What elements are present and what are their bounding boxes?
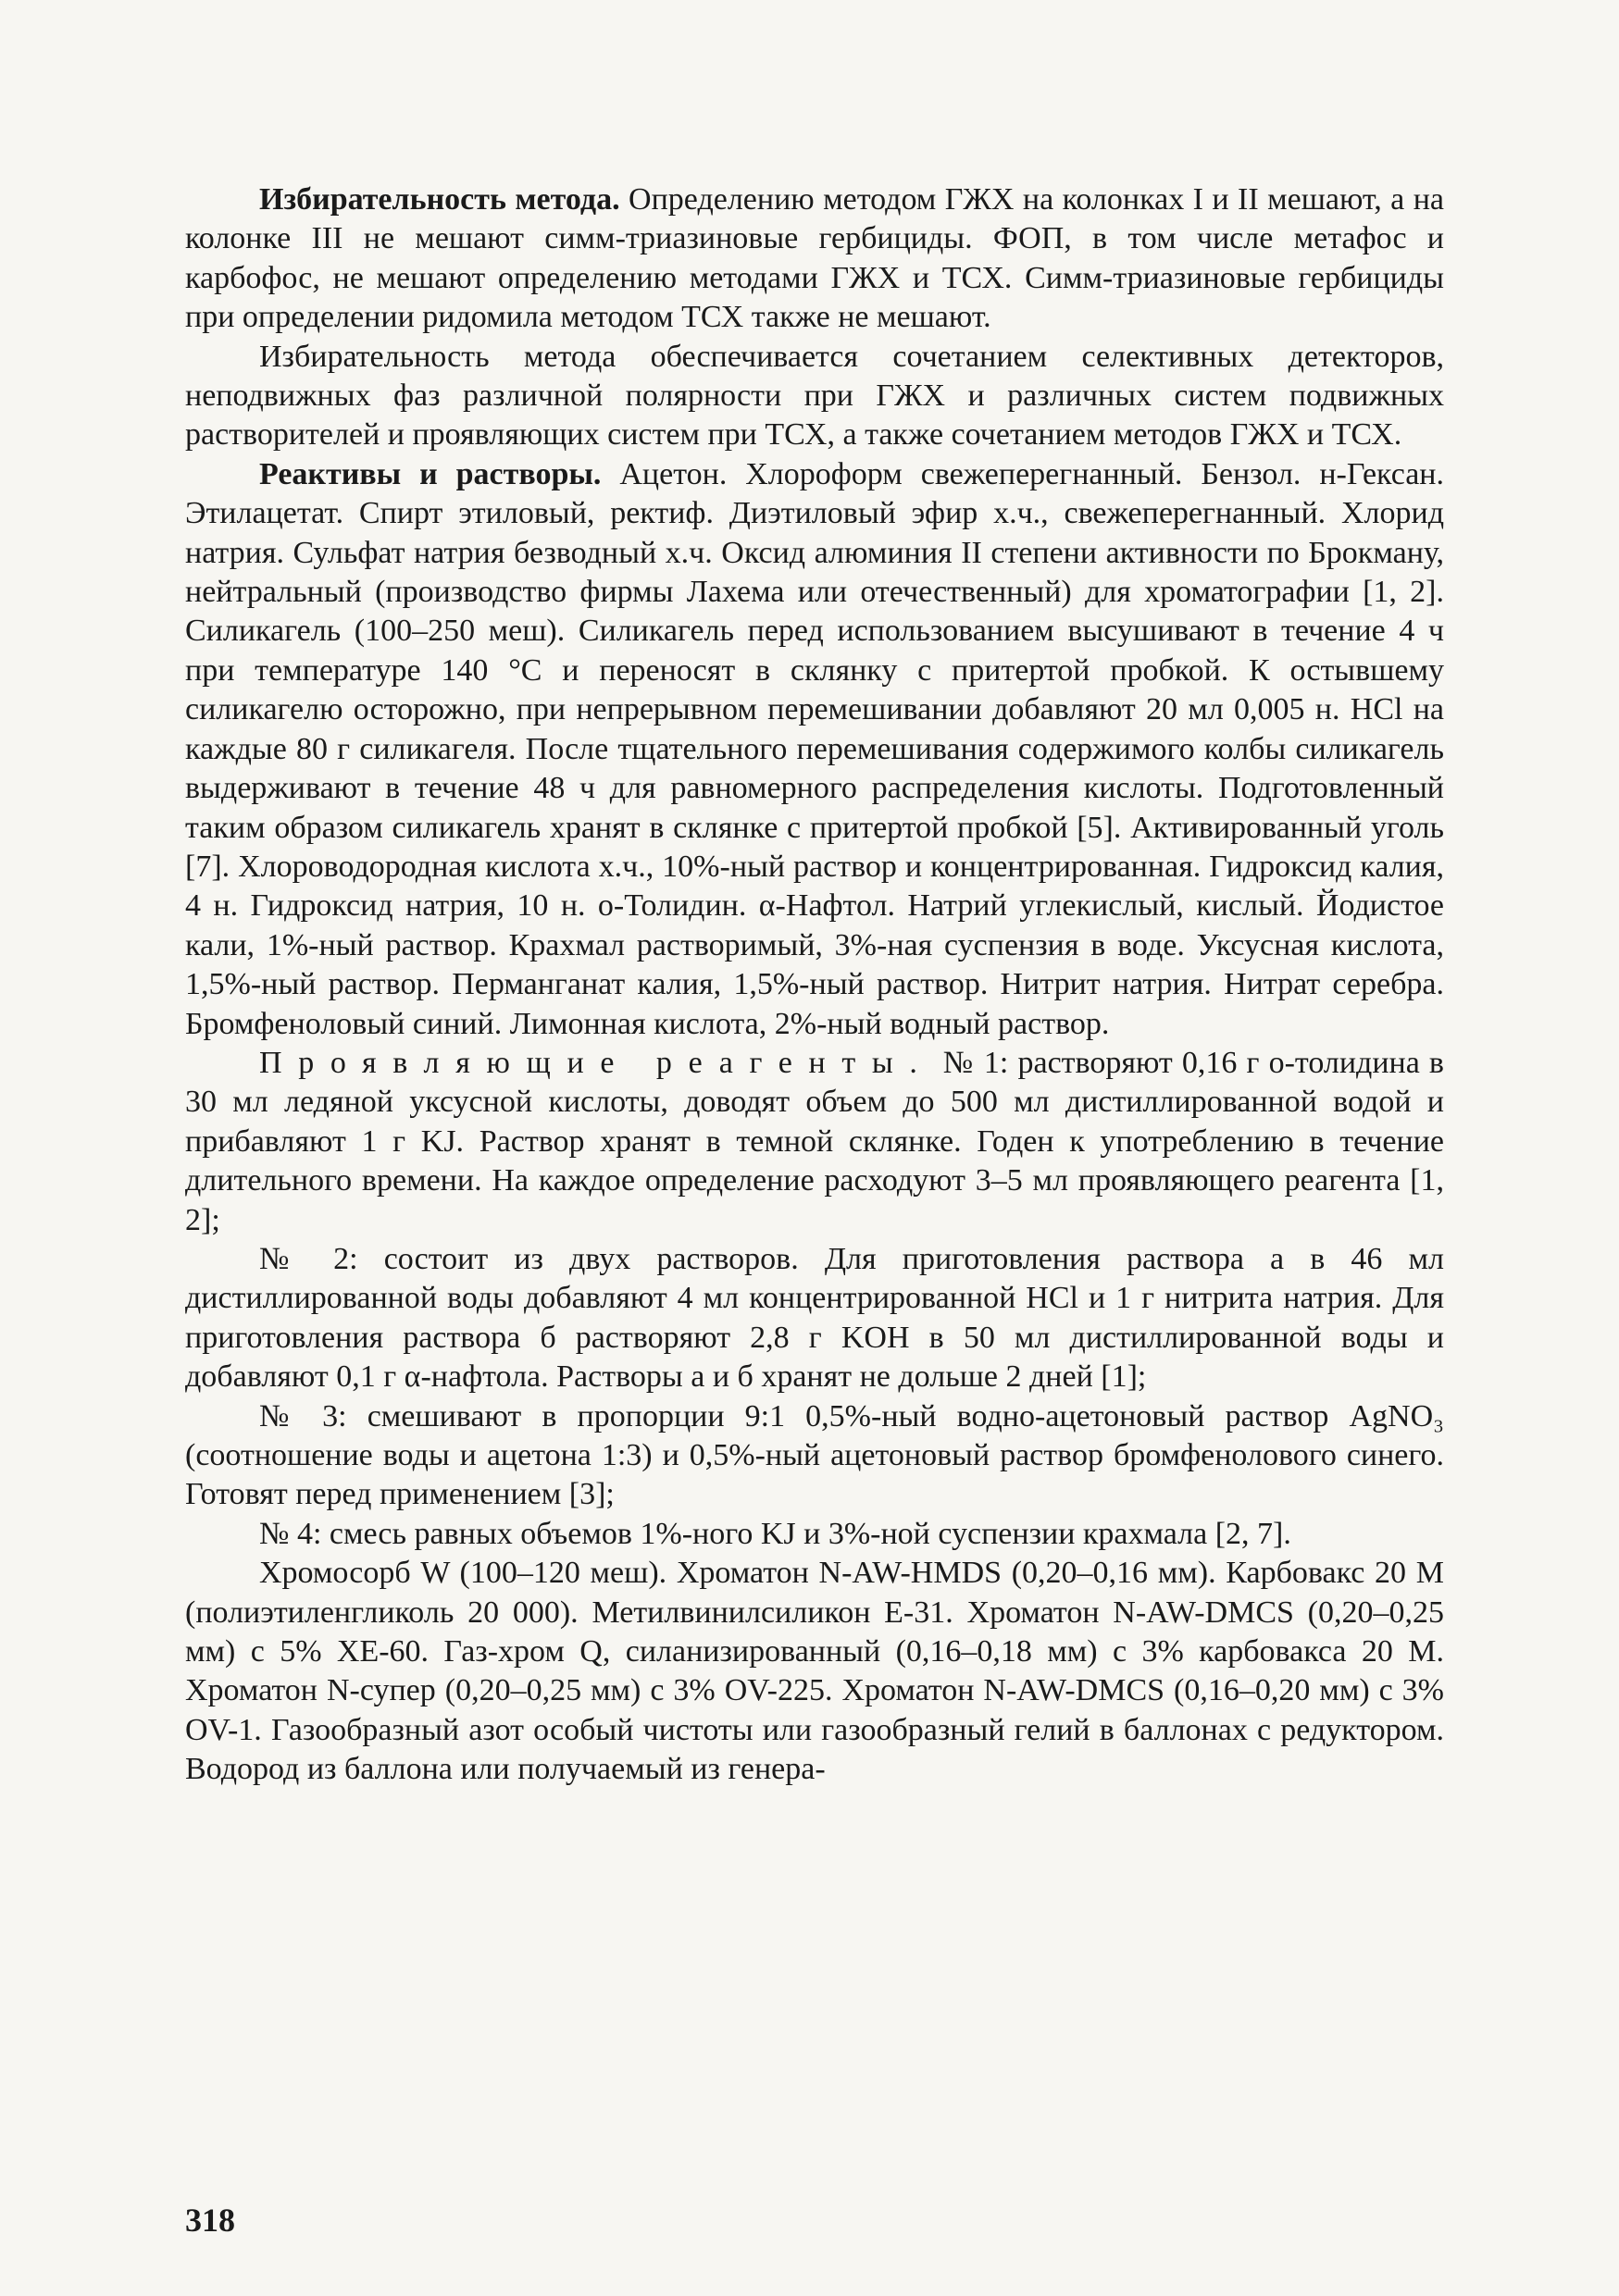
paragraph-reagents [185,455,1444,1044]
heading-reagents: Реактивы и растворы. [259,456,602,491]
paragraph-reagent-4 [185,1515,1444,1554]
paragraph-selectivity [185,180,1444,338]
paragraph-developing-reagents [185,1044,1444,1240]
paragraph-reagent-3 [185,1397,1444,1515]
paragraph-text: Хромосорб W (100–120 меш). Хроматон N-AW-HMDS (0,20–0,16 мм). Карбовакс 20 М (полиэтиленгликоль 20 000). Метилвинилсиликон Е-31. Хроматон N-AW-DMCS (0,20–0,25 мм) с 5% XE-60. Газ-хром Q, силанизированный (0,16–0,18 мм) с 3% карбовакса 20 М. Хроматон N-супер (0,20–0,25 мм) с 3% OV-225. Хроматон N-AW-DMCS (0,16–0,20 мм) с 3% OV-1. Газообразный азот особый чистоты или газообразный гелий в баллонах с редуктором. Водород из баллона или получаемый из генера- [185,1556,1444,1787]
paragraph-selectivity-2 [185,338,1444,455]
paragraph-text: Избирательность метода обеспечивается сочетанием селективных детекторов, неподвижных фаз различной полярности при ГЖХ и различных систем подвижных растворителей и проявляющих систем при ТСХ, а также сочетанием методов ГЖХ и ТСХ. [185,339,1444,453]
paragraph-chromatography-materials [185,1554,1444,1789]
page-body [185,180,1444,1790]
heading-selectivity: Избирательность метода. [259,182,620,217]
text-column [185,180,1444,1790]
paragraph-reagent-2 [185,1240,1444,1397]
page-number: 318 [185,2202,235,2239]
paragraph-text: Определению методом ГЖХ на колонках I и II мешают, а на колонке III не мешают симм-триазиновые гербициды. ФОП, в том числе метафос и карбофос, не мешают определению методами ГЖХ и ТСХ. Симм-триазиновые гербициды при определении ридомила методом ТСХ также не мешают. [185,182,1444,335]
paragraph-text: Ацетон. Хлороформ свежеперегнанный. Бензол. н-Гексан. Этилацетат. Спирт этиловый, ректиф. Диэтиловый эфир х.ч., свежеперегнанный. Хлорид натрия. Сульфат натрия безводный х.ч. Оксид алюминия II степени активности по Брокману, нейтральный (производство фирмы Лахема или отечественный) для хроматографии [1, 2]. Силикагель (100–250 меш). Силикагель перед использованием высушивают в течение 4 ч при температуре 140 °С и переносят в склянку с притертой пробкой. К остывшему силикагелю осторожно, при непрерывном перемешивании добавляют 20 мл 0,005 н. HCl на каждые 80 г силикагеля. После тщательного перемешивания содержимого колбы силикагель выдерживают в течение 48 ч для равномерного распределения кислоты. Подготовленный таким образом силикагель хранят в склянке с притертой пробкой [5]. Активированный уголь [7]. Хлороводородная кислота х.ч., 10%-ный раствор и концентрированная. Гидроксид калия, 4 н. Гидроксид натрия, 10 н. о-Толидин. α-Нафтол. Натрий углекислый, кислый. Йодистое кали, 1%-ный раствор. Крахмал растворимый, 3%-ная суспензия в воде. Уксусная кислота, 1,5%-ный раствор. Перманганат калия, 1,5%-ный раствор. Нитрит натрия. Нитрат серебра. Бромфеноловый синий. Лимонная кислота, 2%-ный водный раствор. [185,456,1444,1041]
paragraph-text: № 4: смесь равных объемов 1%-ного KJ и 3%-ной суспензии крахмала [2, 7]. [259,1516,1291,1551]
paragraph-text: № 3: смешивают в пропорции 9:1 0,5%-ный водно-ацетоновый раствор AgNO₃ (соотношение воды и ацетона 1:3) и 0,5%-ный ацетоновый раствор бромфенолового синего. Готовят перед применением [3]; [185,1398,1444,1512]
paragraph-text: № 1: растворяют 0,16 г о-толидина в 30 мл ледяной уксусной кислоты, доводят объем до 500 мл дистиллированной водой и прибавляют 1 г KJ. Раствор хранят в темной склянке. Годен к употреблению в течение длительного времени. На каждое определение расходуют 3–5 мл проявляющего реагента [1, 2]; [185,1045,1444,1237]
paragraph-text: № 2: состоит из двух растворов. Для приготовления раствора а в 46 мл дистиллированной воды добавляют 4 мл концентрированной HCl и 1 г нитрита натрия. Для приготовления раствора б растворяют 2,8 г KOH в 50 мл дистиллированной воды и добавляют 0,1 г α-нафтола. Растворы а и б хранят не дольше 2 дней [1]; [185,1241,1444,1395]
heading-developing-reagents: Проявляющие реагенты. [259,1045,934,1080]
